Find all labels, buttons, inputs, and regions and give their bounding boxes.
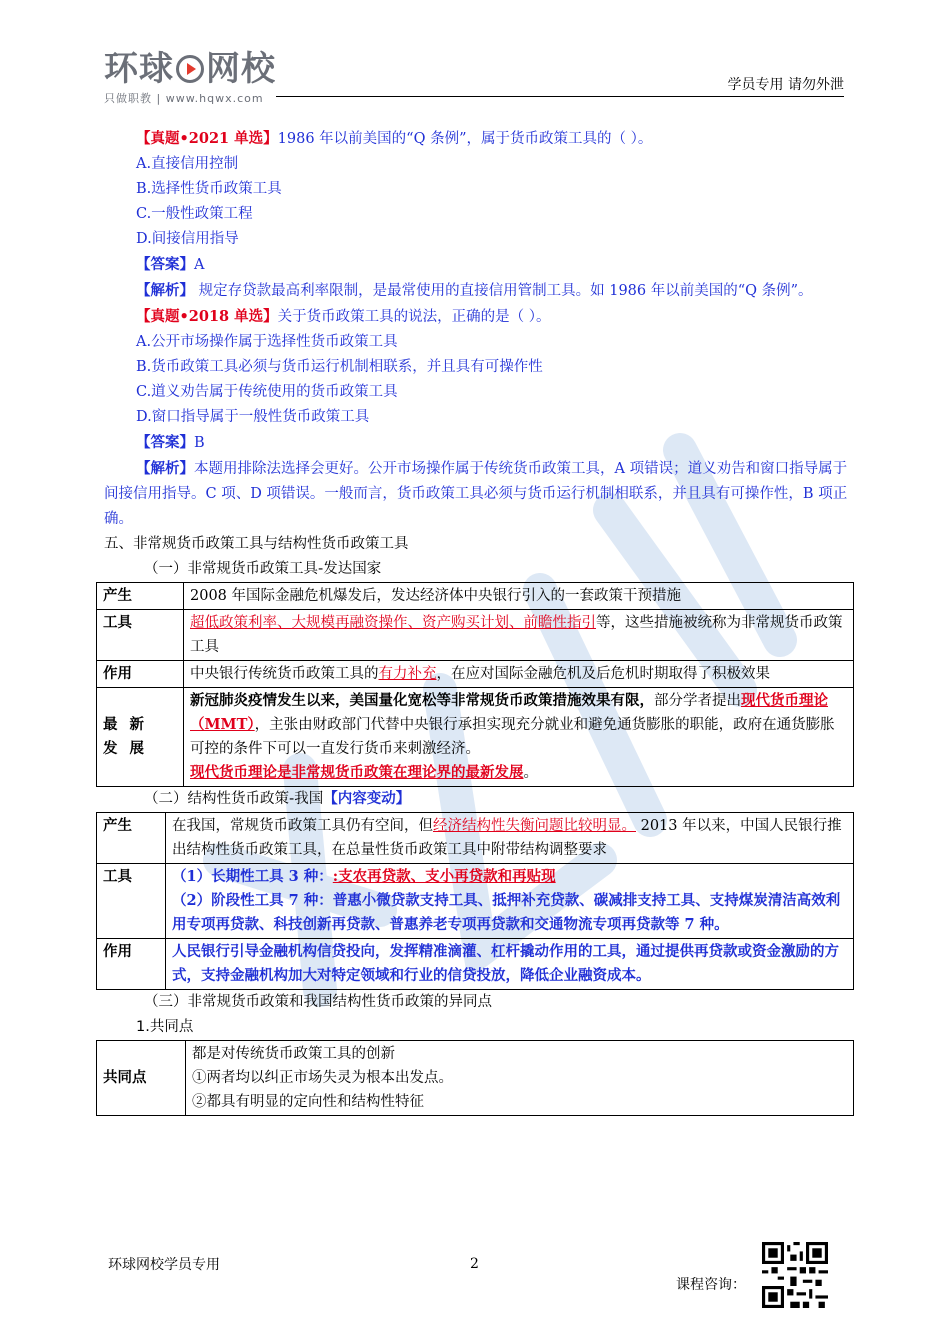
table-row bbox=[97, 939, 854, 990]
logo-wordmark bbox=[104, 50, 276, 88]
plain-text: ，在应对国际金融危机及后危机时期取得了积极效果 bbox=[436, 666, 770, 682]
analysis-text: 规定存贷款最高利率限制，是最常使用的直接信用管制工具。如 1986 年以前美国的“Q 条例”。 bbox=[194, 283, 813, 299]
highlight-text: 有力补充 bbox=[378, 666, 437, 682]
section-heading: 五、非常规货币政策工具与结构性货币政策工具 bbox=[104, 536, 409, 552]
plain-text: 等，这些措施被统称为非常规货币政策工具 bbox=[190, 615, 843, 655]
page-number: 2 bbox=[470, 1256, 479, 1272]
highlight-text: 经济结构性失衡问题比较明显。 bbox=[433, 818, 636, 834]
row-label: 产生 bbox=[97, 583, 184, 610]
tool-line-2: （2）阶段性工具 7 种：普惠小微贷款支持工具、抵押补充贷款、碳减排支持工具、支持煤炭清洁高效利用专项再贷款、科技创新再贷款、普惠养老专项再贷款和交通物流专项再贷款等 7 种。 bbox=[172, 892, 841, 933]
question-tag: 【真题•2021 单选】 bbox=[136, 130, 278, 147]
bold-text: 新冠肺炎疫情发生以来，美国量化宽松等非常规货币政策措施效果有限， bbox=[190, 692, 654, 709]
subsection-1-heading: （一）非常规货币政策工具-发达国家 bbox=[144, 561, 382, 577]
question-2-option-d: D.窗口指导属于一般性货币政策工具 bbox=[136, 409, 370, 425]
tool-line-1 bbox=[172, 865, 847, 889]
plain-text: 在我国，常规货币政策工具仍有空间，但 bbox=[172, 818, 433, 834]
document-body bbox=[104, 126, 850, 1116]
answer-value: A bbox=[194, 257, 205, 273]
question-2-stem bbox=[104, 304, 850, 330]
plain-text: 中央银行传统货币政策工具的 bbox=[190, 666, 379, 682]
row-content bbox=[166, 864, 854, 939]
list-item: ②都具有明显的定向性和结构性特征 bbox=[192, 1094, 424, 1110]
analysis-label: 【解析】 bbox=[136, 460, 194, 477]
question-1-option-c: C.一般性政策工程 bbox=[136, 206, 253, 222]
plain-text: 部分学者提出 bbox=[654, 693, 741, 709]
table-common-points bbox=[96, 1040, 854, 1116]
plain-text: ，主张由财政部门代替中央银行承担实现充分就业和避免通货膨胀的职能，政府在通货膨胀可控的条件下可以一直发行货币来刺激经济。 bbox=[190, 717, 835, 757]
row-label bbox=[97, 688, 184, 787]
page-header bbox=[0, 0, 950, 110]
list-item: 都是对传统货币政策工具的创新 bbox=[192, 1046, 395, 1062]
table-row bbox=[97, 813, 854, 864]
row-content: 2008 年国际金融危机爆发后，发达经济体中央银行引入的一套政策干预措施 bbox=[184, 583, 854, 610]
row-content bbox=[184, 661, 854, 688]
row-content bbox=[166, 813, 854, 864]
question-1-stem bbox=[104, 126, 850, 152]
footer-consult-label: 课程咨询： bbox=[676, 1277, 746, 1293]
table-row bbox=[97, 661, 854, 688]
highlight-text: 超低政策利率、大规模再融资操作、资产购买计划、前瞻性指引 bbox=[190, 615, 596, 631]
row-content: 人民银行引导金融机构信贷投向，发挥精准滴灌、杠杆撬动作用的工具，通过提供再贷款或资金激励的方式，支持金融机构加大对特定领域和行业的信贷投放，降低企业融资成本。 bbox=[166, 939, 854, 990]
answer-label: 【答案】 bbox=[136, 256, 194, 273]
question-2-option-c: C.道义劝告属于传统使用的货币政策工具 bbox=[136, 384, 398, 400]
change-badge: 【内容变动】 bbox=[323, 791, 411, 807]
row-label-line: 发展 bbox=[103, 741, 156, 757]
row-label: 作用 bbox=[97, 939, 166, 990]
question-1-option-b: B.选择性货币政策工具 bbox=[136, 181, 282, 197]
table-structural-policy bbox=[96, 812, 854, 990]
logo-text-right: 网校 bbox=[206, 49, 276, 89]
subsection-3-heading: （三）非常规货币政策和我国结构性货币政策的异同点 bbox=[144, 994, 492, 1010]
question-2-answer bbox=[104, 430, 850, 456]
row-content bbox=[184, 688, 854, 787]
row-label-line: 最新 bbox=[103, 717, 156, 733]
row-label: 产生 bbox=[97, 813, 166, 864]
plain-text: （1）长期性工具 3 种： bbox=[172, 868, 333, 885]
highlight-text: :支农再贷款、支小再贷款和再贴现 bbox=[332, 868, 556, 885]
plain-text: 2013 年以来，中国人民银行推出结构性货币政策工具，在总量性货币政策工具中附带结构调整要求 bbox=[172, 818, 842, 858]
header-note: 学员专用 请勿外泄 bbox=[727, 77, 844, 93]
analysis-text: 本题用排除法选择会更好。公开市场操作属于传统货币政策工具，A 项错误；道义劝告和窗口指导属于间接信用指导。C 项、D 项错误。一般而言，货币政策工具必须与货币运行机制相联系，并且具有可操作性，B 项正确。 bbox=[104, 461, 848, 527]
list-item: ①两者均以纠正市场失灵为根本出发点。 bbox=[192, 1070, 453, 1086]
row-content bbox=[184, 610, 854, 661]
footer-left: 环球网校学员专用 bbox=[108, 1257, 220, 1273]
question-tag: 【真题•2018 单选】 bbox=[136, 308, 278, 325]
analysis-label: 【解析】 bbox=[136, 282, 194, 299]
table-row bbox=[97, 864, 854, 939]
question-1-answer bbox=[104, 252, 850, 278]
subsection-3-1-heading: 1.共同点 bbox=[136, 1019, 194, 1035]
table-unconventional-tools bbox=[96, 582, 854, 787]
question-1-analysis bbox=[104, 278, 850, 304]
qr-code-icon[interactable] bbox=[762, 1242, 828, 1308]
subsection-title: （二）结构性货币政策-我国 bbox=[144, 791, 324, 807]
plain-text: 。 bbox=[523, 765, 538, 781]
row-label: 作用 bbox=[97, 661, 184, 688]
answer-value: B bbox=[194, 435, 205, 451]
header-divider bbox=[276, 96, 844, 97]
table-row bbox=[97, 610, 854, 661]
row-label: 工具 bbox=[97, 610, 184, 661]
question-2-analysis bbox=[104, 456, 850, 532]
highlight-text: 现代货币理论是非常规货币政策在理论界的最新发展 bbox=[190, 764, 524, 781]
question-text: 1986 年以前美国的“Q 条例”，属于货币政策工具的（ ）。 bbox=[277, 131, 653, 147]
play-icon bbox=[176, 55, 204, 83]
question-2-option-b: B.货币政策工具必须与货币运行机制相联系，并且具有可操作性 bbox=[136, 359, 543, 375]
subsection-2-heading bbox=[104, 787, 850, 812]
question-1-option-d: D.间接信用指导 bbox=[136, 231, 239, 247]
row-label: 工具 bbox=[97, 864, 166, 939]
highlight-text: 现代货币理论（MMT） bbox=[190, 692, 828, 733]
logo-text-left: 环球 bbox=[104, 49, 174, 89]
brand-logo bbox=[104, 50, 276, 106]
table-row bbox=[97, 1041, 854, 1116]
table-row bbox=[97, 688, 854, 787]
row-content bbox=[186, 1041, 854, 1116]
table-row bbox=[97, 583, 854, 610]
question-text: 关于货币政策工具的说法，正确的是（ ）。 bbox=[277, 309, 551, 325]
question-1-option-a: A.直接信用控制 bbox=[136, 156, 239, 172]
answer-label: 【答案】 bbox=[136, 434, 194, 451]
row-label: 共同点 bbox=[97, 1041, 186, 1116]
logo-subtitle: 只做职教 | www.hqwx.com bbox=[104, 92, 264, 105]
question-2-option-a: A.公开市场操作属于选择性货币政策工具 bbox=[136, 334, 398, 350]
